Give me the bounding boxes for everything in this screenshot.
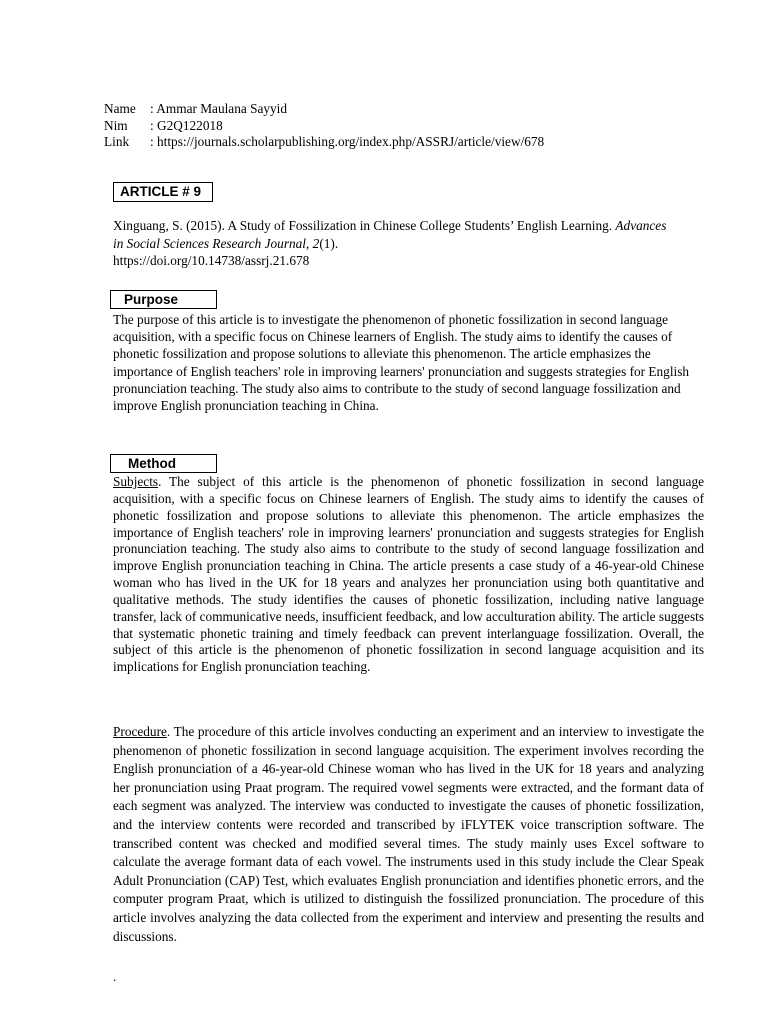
citation-volume: 2	[312, 235, 320, 251]
citation-issue: (1).	[319, 235, 339, 251]
citation-journal: Advances in Social Sciences Research Journal	[113, 218, 667, 251]
trailing-dot: .	[113, 969, 117, 984]
subjects-body: . The subject of this article is the phenomenon of phonetic fossilization in second language acquisition, with a specific focus on Chinese learners of English. The study aims to identify the causes of phonetic fossilization and propose solutions to alleviate this phenomenon. The article emphasizes the importance of English teachers' role in improving learners' pronunciation and suggests strategies for English pronunciation teaching. The study also aims to contribute to the study of second language fossilization and improve English pronunciation teaching in China. The article presents a case study of a 46-year-old Chinese woman who has lived in the UK for 18 years and analyzes her pronunciation using both quantitative and qualitative methods. The study identifies the causes of phonetic fossilization, including native language transfer, lack of communicative needs, insufficient feedback, and low acculturation ability. The article suggests that systematic phonetic training and timely feedback can prevent interlanguage fossilization. Overall, the subject of this article is the phenomenon of phonetic fossilization in second language acquisition and its implications for English pronunciation teaching.	[113, 474, 704, 675]
link-label: Link	[104, 134, 130, 149]
nim-label: Nim	[104, 117, 128, 133]
method-heading-box: Method	[110, 454, 217, 473]
name-label: Name	[104, 101, 136, 116]
name-value: : Ammar Maulana Sayyid	[150, 101, 288, 116]
procedure-paragraph	[113, 723, 704, 946]
article-number-box: ARTICLE # 9	[113, 182, 213, 202]
subjects-label: Subjects	[113, 474, 159, 489]
nim-row	[104, 118, 544, 135]
purpose-paragraph: The purpose of this article is to investigate the phenomenon of phonetic fossilization in second language acquisition, with a specific focus on Chinese learners of English. The study aims to identify the causes of phonetic fossilization and propose solutions to alleviate this phenomenon. The article emphasizes the importance of English teachers' role in improving learners' pronunciation and suggests strategies for English pronunciation teaching. The study also aims to contribute to the study of second language fossilization and improve English pronunciation teaching in China.	[113, 312, 690, 414]
nim-value: : G2Q122018	[150, 117, 223, 133]
citation-text: Xinguang, S. (2015). A Study of Fossilization in Chinese College Students’ English Learning.	[113, 218, 616, 233]
citation	[113, 217, 673, 270]
procedure-label: Procedure	[113, 724, 167, 739]
name-row	[104, 101, 544, 118]
purpose-heading-box: Purpose	[110, 290, 217, 309]
citation-doi: https://doi.org/10.14738/assrj.21.678	[113, 253, 310, 268]
link-value: : https://journals.scholarpublishing.org/index.php/ASSRJ/article/view/678	[150, 134, 545, 149]
subjects-paragraph	[113, 474, 704, 676]
citation-comma: ,	[306, 235, 313, 251]
procedure-body: . The procedure of this article involves conducting an experiment and an interview to investigate the phenomenon of phonetic fossilization in second language acquisition. The experiment involves recording the English pronunciation of a 46-year-old Chinese woman who has lived in the UK for 18 years and analyzing her pronunciation using Praat program. The required vowel segments were extracted, and the formant data of each segment was analyzed. The interview was conducted to investigate the causes of phonetic fossilization, and the interview contents were recorded and transcribed by iFLYTEK voice transcription software. The transcribed content was checked and modified several times. The study mainly uses Excel software to calculate the average formant data of each vowel. The instruments used in this study include the Clear Speak Adult Pronunciation (CAP) Test, which evaluates English pronunciation and identifies phonetic errors, and the computer program Praat, which is utilized to distinguish the fossilized pronunciation. The procedure of this article involves analyzing the data collected from the experiment and interview and presenting the results and discussions.	[113, 724, 704, 944]
header-meta	[104, 101, 544, 151]
link-row	[104, 134, 544, 151]
